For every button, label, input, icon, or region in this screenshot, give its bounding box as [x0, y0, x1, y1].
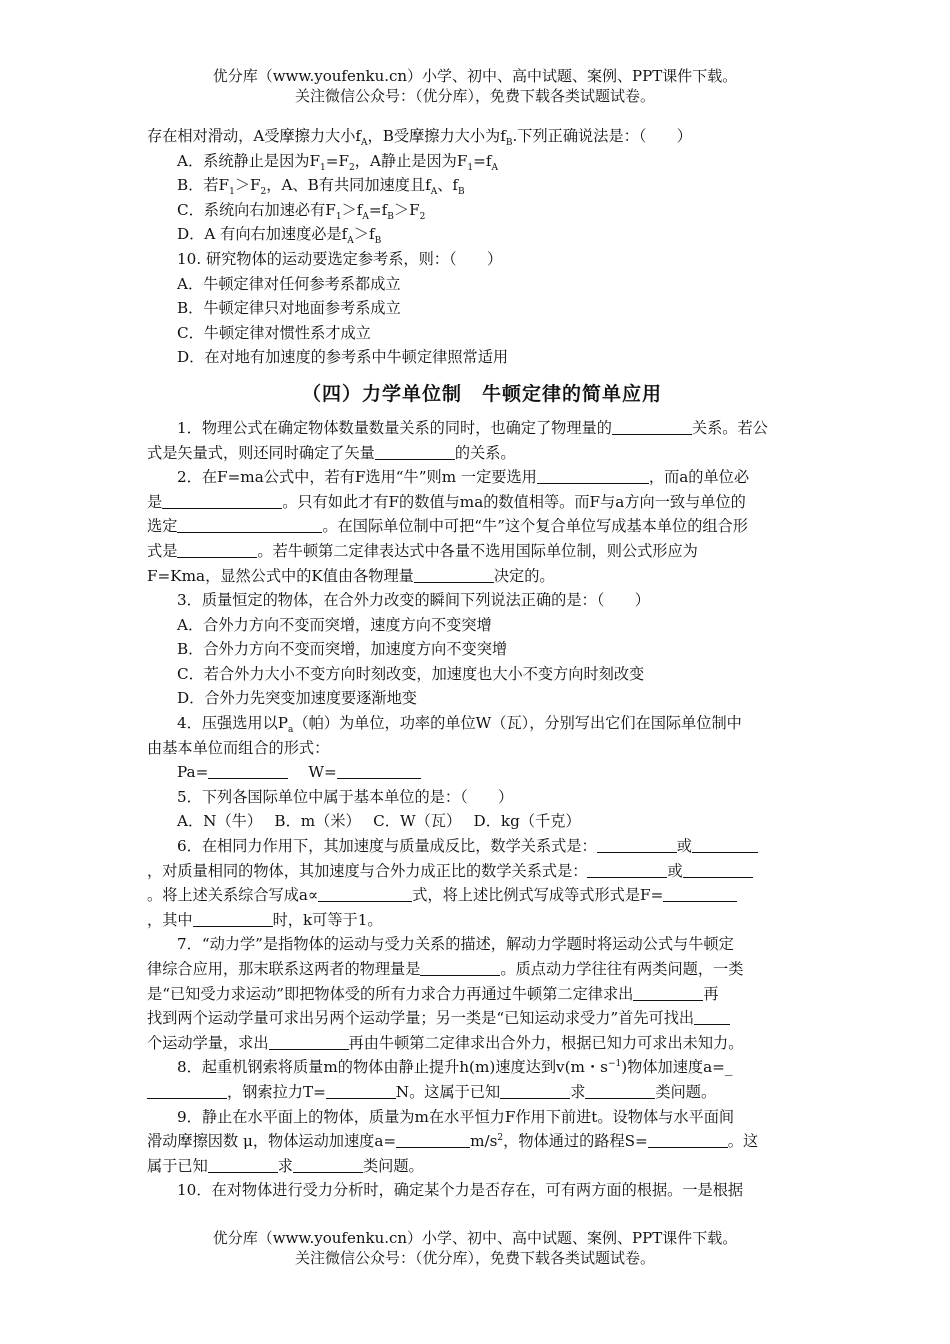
subscript: 1: [335, 211, 342, 222]
text-run: C．若合外力大小不变方向时刻改变，加速度也大小不变方向时刻改变: [177, 664, 645, 683]
subscript: A: [362, 211, 369, 222]
text-run: 找到两个运动学量可求出另两个运动学量；另一类是“已知运动求受力”首先可找出: [147, 1009, 695, 1028]
text-run: A．N（牛） B．m（米） C．W（瓦） D．kg（千克）: [177, 812, 581, 831]
text-run: A．牛顿定律对任何参考系都成立: [177, 274, 401, 293]
text-run: A．合外力方向不变而突增，速度方向不变突增: [177, 615, 492, 634]
text-run: A．系统静止是因为F: [177, 151, 321, 170]
document-body: [147, 124, 817, 1203]
text-run: W=: [288, 763, 337, 782]
text-line: [147, 859, 817, 884]
text-run: 关系。若公: [691, 418, 768, 437]
text-line: [147, 1031, 817, 1056]
text-run: ＞F: [393, 200, 420, 219]
subscript: B: [458, 187, 465, 198]
text-run: F=Kma，显然公式中的K值由各物理量: [147, 566, 414, 585]
text-run: B．牛顿定律只对地面参考系成立: [177, 299, 401, 318]
text-line: [147, 711, 817, 736]
text-line: [147, 198, 817, 223]
text-line: [147, 441, 817, 466]
subscript: 2: [419, 211, 426, 222]
text-run: 7．“动力学”是指物体的运动与受力关系的描述，解动力学题时将运动公式与牛顿定: [177, 935, 734, 954]
text-line: [147, 760, 817, 785]
text-run: ，而a的单位必: [648, 468, 750, 487]
answer-blank: [500, 1083, 570, 1099]
text-run: C．牛顿定律对惯性系才成立: [177, 323, 371, 342]
text-run: 类问题。: [655, 1082, 717, 1101]
subscript: A: [430, 187, 438, 198]
text-run: 求: [570, 1082, 586, 1101]
answer-blank: [177, 517, 322, 533]
subscript: A: [361, 138, 368, 149]
text-run: 是“已知受力求运动”即把物体受的所有力求合力再通过牛顿第二定律求出: [147, 984, 634, 1003]
text-run: 。这: [727, 1132, 759, 1151]
text-run: 由基本单位而组合的形式：: [147, 738, 330, 757]
answer-blank: [177, 542, 257, 558]
text-line: [147, 272, 817, 297]
text-run: 决定的。: [493, 566, 555, 585]
text-run: =f: [368, 200, 388, 219]
text-line: [147, 637, 817, 662]
text-run: ，其中: [147, 910, 193, 929]
text-line: [147, 785, 817, 810]
text-line: [147, 149, 817, 174]
text-run: 再: [703, 984, 719, 1003]
text-line: [147, 686, 817, 711]
text-line: [147, 834, 817, 859]
page-header: [0, 66, 950, 106]
text-run: 律综合应用，那末联系这两者的物理量是: [147, 960, 421, 978]
answer-blank: [162, 493, 282, 509]
subscript: B: [387, 211, 394, 222]
text-line: [147, 514, 817, 539]
footer-line-1: 优分库（www.youfenku.cn）小学、初中、高中试题、案例、PPT课件下载。: [212, 1229, 738, 1247]
text-line: [147, 1105, 817, 1130]
text-line: [147, 222, 817, 247]
answer-blank: [208, 763, 288, 779]
text-line: [147, 1080, 817, 1105]
subscript: a: [288, 725, 294, 736]
text-run: 、f: [437, 176, 459, 195]
subscript: 1: [229, 187, 235, 198]
section-title: （四）力学单位制 牛顿定律的简单应用: [301, 382, 662, 405]
answer-blank: [648, 1132, 728, 1148]
text-run: ＞F: [234, 176, 261, 195]
answer-blank: [337, 763, 421, 779]
subscript: B: [374, 236, 382, 247]
text-run: ，A静止是因为F: [354, 151, 468, 170]
text-run: 选定: [147, 517, 178, 536]
text-line: [147, 736, 817, 761]
answer-blank: [633, 985, 703, 1001]
text-line: [147, 908, 817, 933]
text-run: 属于已知: [147, 1156, 208, 1175]
text-line: [147, 247, 817, 272]
text-run: ，A、B有共同加速度且f: [266, 176, 431, 195]
text-line: [147, 662, 817, 687]
answer-blank: [326, 1083, 396, 1099]
text-run: 式是: [147, 541, 178, 560]
text-run: N。这属于已知: [395, 1082, 501, 1101]
text-run: D．在对地有加速度的参考系中牛顿定律照常适用: [177, 348, 509, 367]
text-line: [147, 465, 817, 490]
text-run: 。若牛顿第二定律表达式中各量不选用国际单位制，则公式形应为: [257, 541, 698, 560]
text-line: [147, 957, 817, 982]
text-run: 。将上述关系综合写成a∝: [147, 886, 319, 905]
answer-blank: [692, 837, 758, 853]
answer-blank: [375, 444, 455, 460]
text-run: 时，k可等于1。: [272, 910, 383, 929]
text-run: 5．下列各国际单位中属于基本单位的是：（ ）: [177, 787, 514, 806]
text-run: 。质点动力学往往有两类问题，一类: [500, 960, 744, 978]
text-run: ＞f: [341, 200, 363, 219]
text-run: B．若F: [177, 176, 230, 195]
answer-blank: [193, 911, 273, 927]
answer-blank: [396, 1132, 470, 1148]
text-run: 式是矢量式，则还同时确定了矢量: [147, 443, 375, 462]
text-run: =F: [325, 151, 350, 170]
text-run: =f: [473, 151, 492, 170]
text-run: （帕）为单位，功率的单位W（瓦），分别写出它们在国际单位制中: [293, 714, 742, 733]
text-run: .下列正确说法是：（ ）: [512, 127, 692, 145]
answer-blank: [612, 419, 692, 435]
text-line: [147, 1055, 817, 1080]
header-line-2: 关注微信公众号：（优分库），免费下载各类试题试卷。: [294, 87, 655, 105]
answer-blank: [269, 1034, 349, 1050]
answer-blank: [208, 1157, 278, 1173]
answer-blank: [420, 960, 500, 976]
subscript: 1: [320, 162, 326, 173]
text-line: [147, 1006, 817, 1031]
text-run: ，对质量相同的物体，其加速度与合外力成正比的数学关系式是：: [147, 861, 588, 880]
text-run: 类问题。: [362, 1156, 424, 1175]
text-run: 6．在相同力作用下，其加速度与质量成反比，数学关系式是：: [177, 837, 597, 856]
text-run: m/s: [470, 1132, 498, 1151]
text-run: 滑动摩擦因数 μ，物体运动加速度a=: [147, 1132, 397, 1151]
answer-blank: [414, 567, 494, 583]
text-run: 再由牛顿第二定律求出合外力，根据已知力可求出未知力。: [348, 1033, 744, 1052]
answer-blank: [537, 468, 649, 484]
text-run: 存在相对滑动，A受摩擦力大小f: [147, 127, 362, 145]
answer-blank: [663, 886, 737, 902]
subscript: 2: [349, 162, 355, 173]
text-run: Pa=: [177, 763, 209, 782]
answer-blank: [694, 1009, 730, 1025]
subscript: B: [505, 138, 513, 149]
text-run: 或: [676, 837, 692, 856]
text-run: 9．静止在水平面上的物体，质量为m在水平恒力F作用下前进t。设物体与水平面间: [177, 1107, 735, 1126]
text-run: ，物体通过的路程S=: [503, 1132, 648, 1151]
page-footer: [0, 1228, 950, 1268]
text-line: [147, 124, 817, 149]
text-line: [147, 173, 817, 198]
text-line: [147, 982, 817, 1007]
text-run: 。只有如此才有F的数值与ma的数值相等。而F与a方向一致与单位的: [282, 492, 746, 511]
text-run: 的关系。: [454, 443, 516, 462]
text-run: 8．起重机钢索将质量m的物体由静止提升h(m)速度达到v(m・s: [177, 1058, 608, 1077]
answer-blank: [587, 862, 667, 878]
text-run: 1．物理公式在确定物体数量数量关系的同时，也确定了物理量的: [177, 418, 612, 437]
text-run: 10．在对物体进行受力分析时，确定某个力是否存在，可有两方面的根据。一是根据: [177, 1181, 744, 1200]
text-run: 是: [147, 492, 163, 511]
text-line: [147, 490, 817, 515]
text-run: C．系统向右加速必有F: [177, 200, 336, 219]
answer-blank: [318, 886, 412, 902]
text-run: 3．质量恒定的物体，在合外力改变的瞬间下列说法正确的是：（ ）: [177, 591, 650, 610]
text-line: [147, 539, 817, 564]
text-line: [147, 588, 817, 613]
answer-blank: [585, 1083, 655, 1099]
text-line: [147, 613, 817, 638]
superscript: −1: [607, 1059, 622, 1070]
text-run: ，钢索拉力T=: [227, 1082, 326, 1101]
text-line: [147, 809, 817, 834]
text-run: 。在国际单位制中可把“牛”这个复合单位写成基本单位的组合形: [322, 517, 748, 536]
answer-blank: [147, 1083, 227, 1099]
text-run: 4．压强选用以P: [177, 714, 289, 733]
answer-blank: [293, 1157, 363, 1173]
text-line: [147, 1178, 817, 1203]
text-run: D．合外力先突变加速度要逐渐地变: [177, 689, 417, 708]
superscript: 2: [497, 1133, 504, 1144]
text-run: 式，将上述比例式写成等式形式是F=: [412, 886, 664, 905]
answer-blank: [597, 837, 677, 853]
text-line: [147, 416, 817, 441]
text-run: 10. 研究物体的运动要选定参考系，则：（ ）: [177, 249, 503, 268]
text-line: [147, 345, 817, 370]
subscript: 2: [260, 187, 267, 198]
text-line: [147, 564, 817, 589]
footer-line-2: 关注微信公众号：（优分库），免费下载各类试题试卷。: [294, 1249, 655, 1267]
text-run: ，B受摩擦力大小为f: [367, 127, 506, 145]
text-run: 求: [277, 1156, 293, 1175]
subscript: 1: [467, 162, 474, 173]
text-run: 个运动学量，求出: [147, 1033, 269, 1052]
text-line: [147, 1129, 817, 1154]
text-line: [147, 883, 817, 908]
text-run: )物体加速度a=_: [621, 1058, 733, 1077]
text-run: B．合外力方向不变而突增，加速度方向不变突增: [177, 640, 508, 659]
text-line: [147, 932, 817, 957]
text-run: D．A 有向右加速度必是f: [177, 225, 348, 244]
subscript: A: [347, 236, 354, 247]
text-line: [147, 1154, 817, 1179]
text-line: [147, 296, 817, 321]
header-line-1: 优分库（www.youfenku.cn）小学、初中、高中试题、案例、PPT课件下载。: [212, 67, 738, 85]
text-line: [147, 321, 817, 346]
answer-blank: [683, 862, 753, 878]
text-run: 2．在F=ma公式中，若有F选用“牛”则m 一定要选用: [177, 468, 537, 487]
text-run: ＞f: [353, 225, 375, 244]
subscript: A: [491, 162, 498, 173]
text-run: 或: [667, 861, 683, 880]
